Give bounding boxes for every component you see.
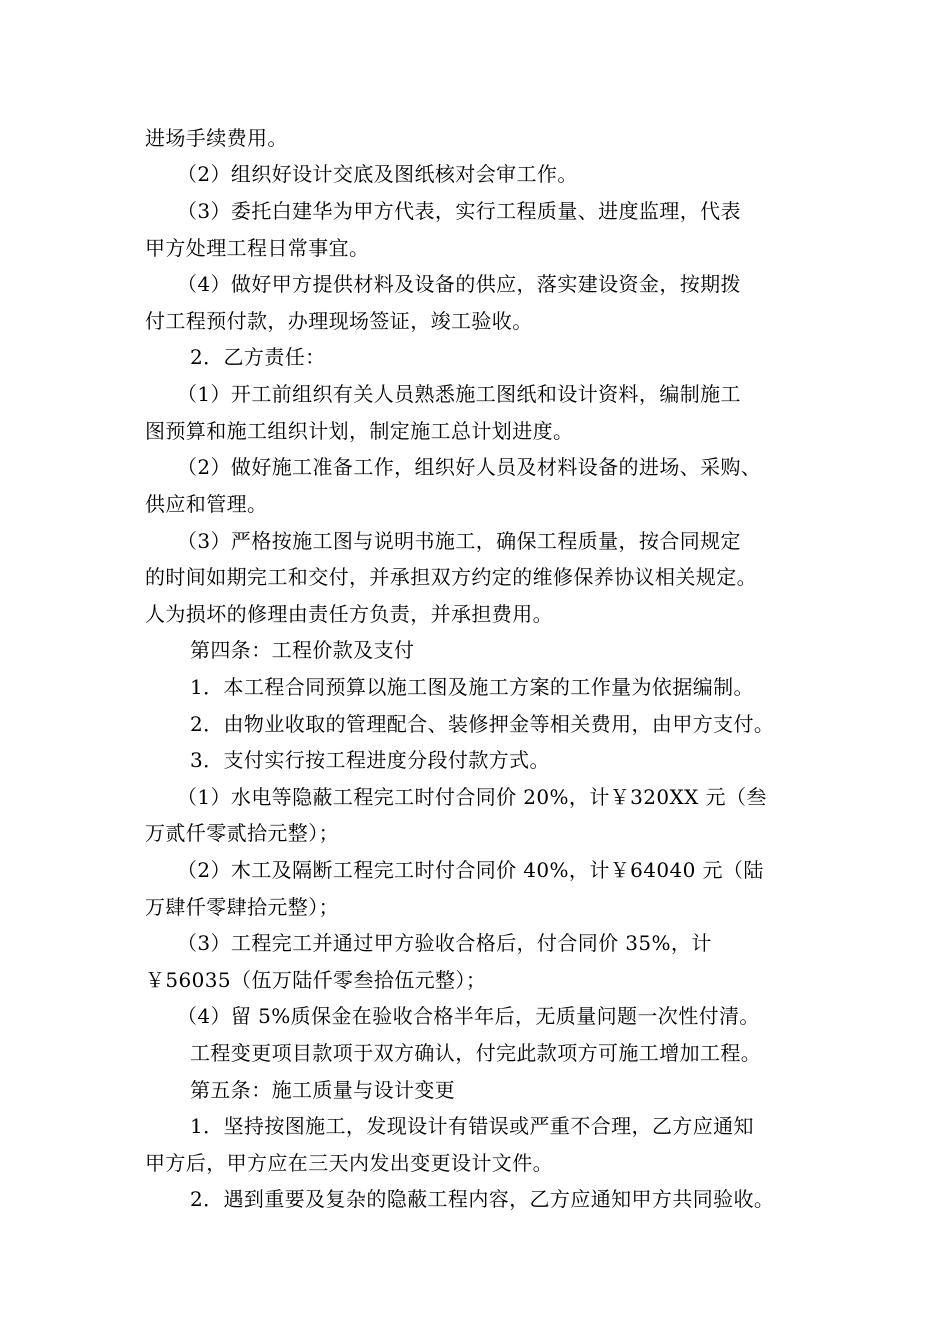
article-heading: 第四条：工程价款及支付 <box>190 638 415 662</box>
paragraph-line: 的时间如期完工和交付，并承担双方约定的维修保养协议相关规定。 <box>145 565 757 589</box>
paragraph-line: （3）严格按施工图与说明书施工，确保工程质量，按合同规定 <box>177 529 741 553</box>
paragraph-line: 2．由物业收取的管理配合、装修押金等相关费用，由甲方支付。 <box>190 712 775 736</box>
paragraph-line: （1）水电等隐蔽工程完工时付合同价 20%，计￥320XX 元（叁 <box>177 785 767 809</box>
paragraph-line: 1．本工程合同预算以施工图及施工方案的工作量为依据编制。 <box>190 675 754 699</box>
paragraph-line: 3．支付实行按工程进度分段付款方式。 <box>190 748 550 772</box>
article-heading: 第五条：施工质量与设计变更 <box>190 1078 456 1102</box>
paragraph-line: 甲方后，甲方应在三天内发出变更设计文件。 <box>145 1151 553 1175</box>
paragraph-line: （2）组织好设计交底及图纸核对会审工作。 <box>177 162 578 186</box>
paragraph-line: 万肆仟零肆拾元整）； <box>145 895 339 919</box>
paragraph-line: 2．遇到重要及复杂的隐蔽工程内容，乙方应通知甲方共同验收。 <box>190 1187 775 1211</box>
paragraph-line: （2）木工及隔断工程完工时付合同价 40%，计￥64040 元（陆 <box>177 858 764 882</box>
paragraph-line: 进场手续费用。 <box>145 126 288 150</box>
paragraph-line: 供应和管理。 <box>145 492 268 516</box>
section-heading: 2．乙方责任： <box>190 345 326 369</box>
paragraph-line: ￥56035（伍万陆仟零叁拾伍元整）； <box>145 968 487 992</box>
paragraph-line: （4）留 5%质保金在验收合格半年后，无质量问题一次性付清。 <box>177 1004 760 1028</box>
paragraph-line: （3）委托白建华为甲方代表，实行工程质量、进度监理，代表 <box>177 199 741 223</box>
paragraph-line: （3）工程完工并通过甲方验收合格后，付合同价 35%，计 <box>177 931 712 955</box>
paragraph-line: 付工程预付款，办理现场签证，竣工验收。 <box>145 309 533 333</box>
paragraph-line: （2）做好施工准备工作，组织好人员及材料设备的进场、采购、 <box>177 455 762 479</box>
paragraph-line: 工程变更项目款项于双方确认，付完此款项方可施工增加工程。 <box>190 1041 762 1065</box>
paragraph-line: （4）做好甲方提供材料及设备的供应，落实建设资金，按期拨 <box>177 272 741 296</box>
paragraph-line: 1．坚持按图施工，发现设计有错误或严重不合理，乙方应通知 <box>190 1114 754 1138</box>
paragraph-line: 万贰仟零贰拾元整）； <box>145 821 339 845</box>
paragraph-line: 甲方处理工程日常事宜。 <box>145 236 370 260</box>
paragraph-line: （1）开工前组织有关人员熟悉施工图纸和设计资料，编制施工 <box>177 382 741 406</box>
paragraph-line: 人为损坏的修理由责任方负责，并承担费用。 <box>145 602 553 626</box>
paragraph-line: 图预算和施工组织计划，制定施工总计划进度。 <box>145 419 574 443</box>
